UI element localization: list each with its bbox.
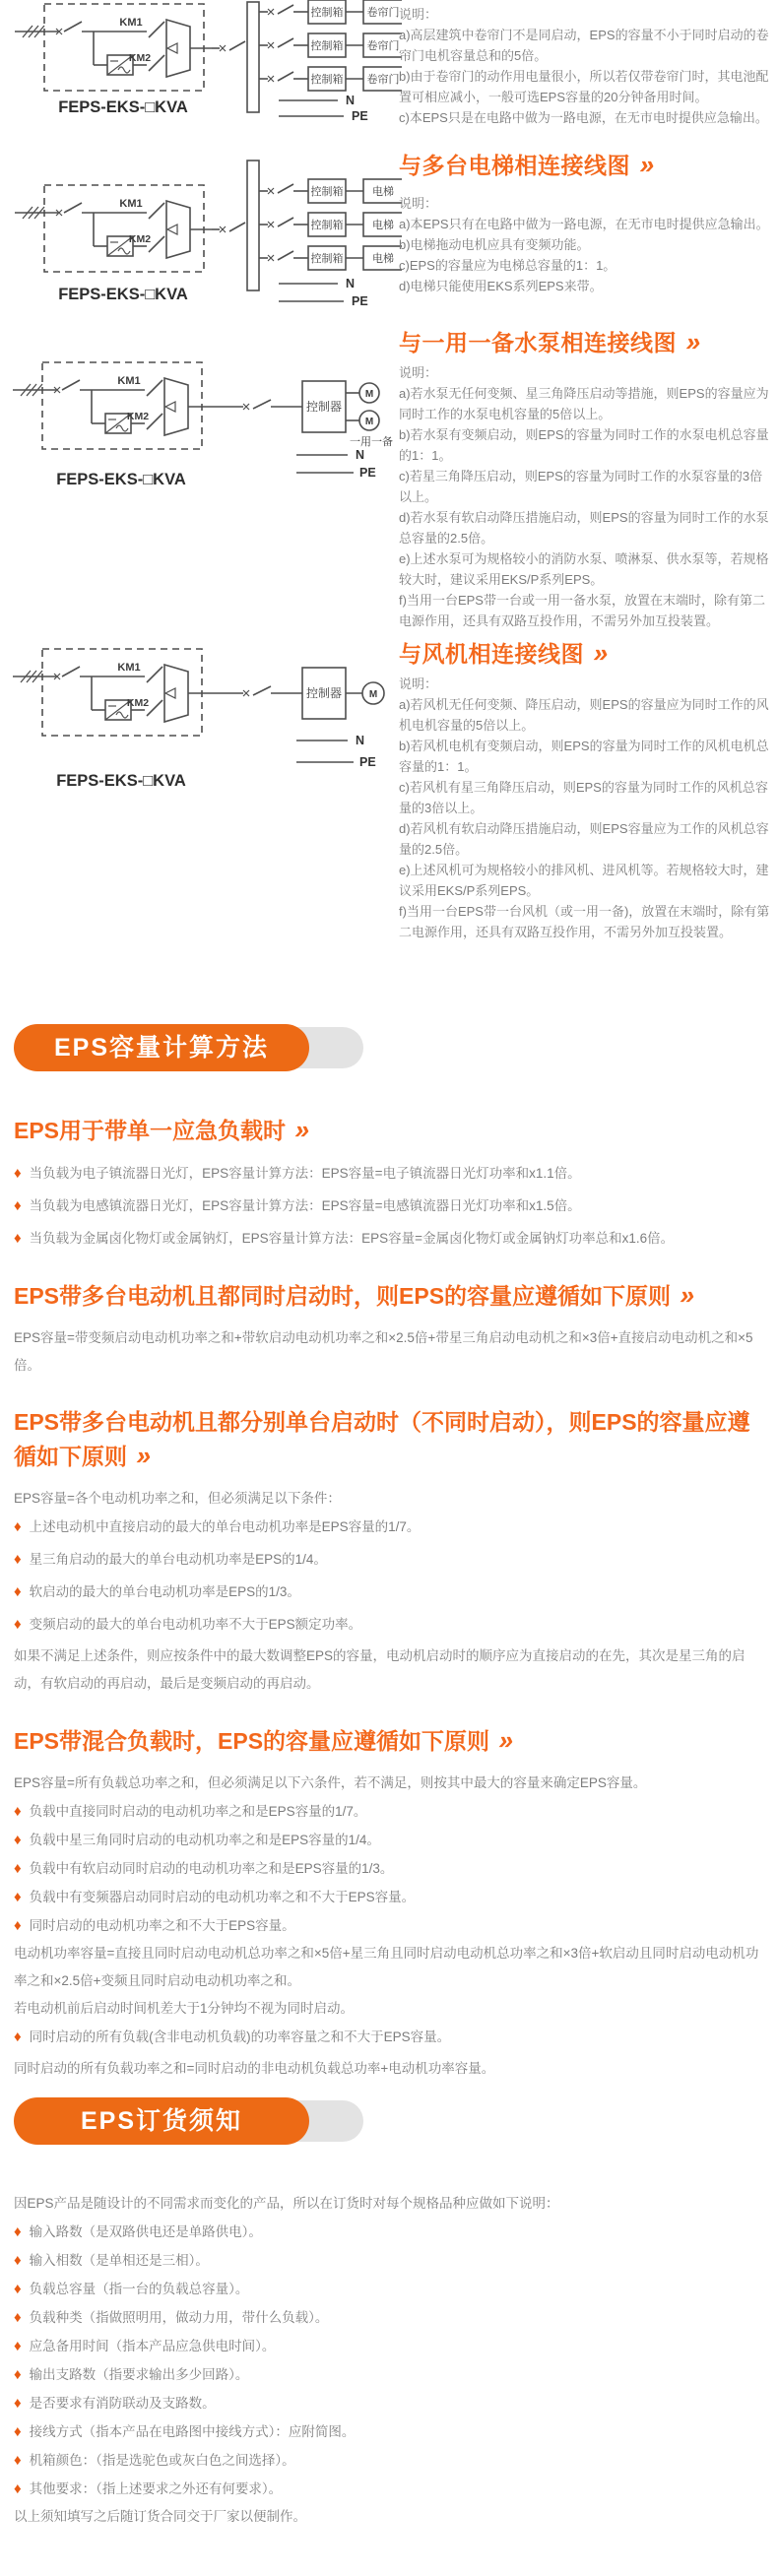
subsection-title-text: EPS带混合负载时，EPS的容量应遵循如下原则 [14, 1728, 490, 1754]
pe-label: PE [352, 294, 368, 308]
motor-label: M [364, 417, 374, 427]
notes-elevator [399, 193, 771, 296]
bullet-item [14, 1191, 764, 1220]
intro-text: EPS容量=各个电动机功率之和，但必须满足以下条件： [14, 1491, 341, 1506]
diamond-bullet-icon: ♦ [14, 1165, 22, 1182]
note-line: b)若风机电机有变频启动，则EPS的容量为同时工作的风机电机总容量的1：1。 [399, 739, 769, 774]
note-label: 说明： [399, 196, 438, 211]
note-line: b)电梯拖动电机应具有变频功能。 [399, 237, 590, 252]
note-line: c)EPS的容量应为电梯总容量的1：1。 [399, 258, 616, 273]
double-chevron-icon: » [677, 1280, 698, 1310]
section-title-text: 与一用一备水泵相连接线图 [399, 330, 677, 355]
notes-rolling-door [399, 4, 771, 128]
diamond-bullet-icon: ♦ [14, 2423, 22, 2440]
mixed-bullets [14, 1797, 764, 1940]
pe-label: PE [359, 466, 376, 480]
diamond-bullet-icon: ♦ [14, 1889, 22, 1905]
motor-label: M [364, 389, 374, 400]
note-line: a)若风机无任何变频、降压启动，则EPS的容量应为同时工作的风机电机容量的5倍以上。 [399, 697, 769, 733]
banner-capacity [14, 1024, 764, 1071]
bullet-item [14, 2332, 764, 2360]
bullet-item [14, 2246, 764, 2275]
subsection-title-text: EPS带多台电动机且都分别单台启动时（不同时启动），则EPS的容量应遵循如下原则 [14, 1409, 750, 1469]
diamond-bullet-icon: ♦ [14, 1860, 22, 1877]
note-line: a)若水泵无任何变频、星三角降压启动等措施，则EPS的容量应为同时工作的水泵电机容量的5倍以上。 [399, 386, 769, 421]
diamond-bullet-icon: ♦ [14, 1917, 22, 1934]
note-line: a)高层建筑中卷帘门不是同启动，EPS的容量不小于同时启动的卷帘门电机容量总和的5倍。 [399, 28, 769, 63]
diamond-bullet-icon: ♦ [14, 2281, 22, 2297]
note-label: 说明： [399, 7, 438, 22]
pe-label: PE [359, 755, 376, 769]
diamond-bullet-icon: ♦ [14, 1832, 22, 1848]
note-line: d)若水泵有软启动降压措施启动，则EPS的容量为同时工作的水泵总容量的2.5倍。 [399, 510, 769, 546]
bullet-text: 上述电动机中直接启动的最大的单台电动机功率是EPS容量的1/7。 [29, 1519, 421, 1534]
bullet-item [14, 1797, 764, 1826]
bullet-item [14, 1224, 764, 1253]
bullet-item [14, 1578, 764, 1606]
bullet-item [14, 1911, 764, 1940]
diamond-bullet-icon: ♦ [14, 2252, 22, 2269]
double-chevron-icon: » [292, 1115, 313, 1144]
bullet-text: 负载中有软启动同时启动的电动机功率之和是EPS容量的1/3。 [29, 1861, 394, 1876]
capacity-section [0, 1024, 778, 2083]
bullet-item [14, 2417, 764, 2446]
bullet-item [14, 1159, 764, 1188]
model-label: FEPS-EKS-□KVA [56, 471, 186, 488]
bullet-item [14, 2218, 764, 2246]
bullet-text: 变频启动的最大的单台电动机功率不大于EPS额定功率。 [29, 1617, 362, 1632]
outro-text: 如果不满足上述条件，则应按条件中的最大数调整EPS的容量，电动机启动时的顺序应为直接启动的在先，其次是星三角的启动，有软启动的再启动，最后是变频启动的再启动。 [14, 1648, 746, 1691]
note-line: b)若水泵有变频启动，则EPS的容量为同时工作的水泵电机总容量的1：1。 [399, 427, 769, 463]
diamond-bullet-icon: ♦ [14, 2223, 22, 2240]
note-line: e)上述风机可为规格较小的排风机、进风机等。若规格较大时，建议采用EKS/P系列EPS。 [399, 863, 769, 898]
diamond-bullet-icon: ♦ [14, 2480, 22, 2497]
section-title-fan [399, 636, 613, 669]
pe-label: PE [352, 109, 368, 123]
diamond-bullet-icon: ♦ [14, 1230, 22, 1247]
section-title-text: 与多台电梯相连接线图 [399, 153, 630, 178]
bullet-item [14, 2389, 764, 2417]
double-chevron-icon: » [682, 327, 705, 356]
section-title-text: 与风机相连接线图 [399, 641, 584, 667]
double-chevron-icon: » [636, 150, 659, 179]
banner-title: EPS容量计算方法 [14, 1024, 309, 1071]
banner-title: EPS订货须知 [14, 2097, 309, 2145]
diamond-bullet-icon: ♦ [14, 2366, 22, 2383]
controller-label: 控制器 [305, 400, 343, 414]
bullet-text: 机箱颜色：（指是选驼色或灰白色之间选择）。 [29, 2453, 295, 2468]
diamond-bullet-icon: ♦ [14, 2338, 22, 2354]
diamond-bullet-icon: ♦ [14, 1616, 22, 1633]
bullet-text: 接线方式（指本产品在电路图中接线方式）：应附简图。 [29, 2424, 356, 2439]
n-label: N [346, 94, 356, 107]
note-line: c)本EPS只是在电路中做为一路电源，在无市电时提供应急输出。 [399, 110, 768, 125]
formula-text: EPS容量=带变频启动电动机功率之和+带软启动电动机功率之和×2.5倍+带星三角启动电动机之和×3倍+直接启动电动机之和×5倍。 [14, 1330, 753, 1373]
note-line: d)若风机有软启动降压措施启动，则EPS容量应为工作的风机总容量的2.5倍。 [399, 821, 769, 857]
bullet-text: 同时启动的所有负载(含非电动机负载)的功率容量之和不大于EPS容量。 [29, 2029, 451, 2044]
note-label: 说明： [399, 365, 438, 380]
double-chevron-icon: » [133, 1441, 155, 1470]
note-label: 说明： [399, 676, 438, 691]
bullet-text: 其他要求：（指上述要求之外还有何要求）。 [29, 2481, 283, 2496]
subsection-title-single-load [14, 1113, 764, 1147]
double-chevron-icon: » [495, 1725, 517, 1755]
n-label: N [346, 277, 356, 290]
motor-label: M [368, 689, 378, 700]
controller-label: 控制器 [305, 686, 343, 700]
bullet-text: 负载中直接同时启动的电动机功率之和是EPS容量的1/7。 [29, 1804, 367, 1819]
model-label: FEPS-EKS-□KVA [58, 286, 188, 303]
bullet-text: 输入路数（是双路供电还是单路供电）。 [29, 2224, 262, 2239]
subsection-title-mixed [14, 1723, 764, 1758]
intro-text: EPS容量=所有负载总功率之和，但必须满足以下六条件，若不满足，则按其中最大的容量来确定EPS容量。 [14, 1775, 647, 1790]
wiring-diagram-elevator [6, 156, 402, 321]
bullet-item [14, 1854, 764, 1883]
bullet-text: 当负载为电感镇流器日光灯，EPS容量计算方法：EPS容量=电感镇流器日光灯功率和x1.5倍。 [29, 1198, 581, 1213]
subsection-title-text: EPS带多台电动机且都同时启动时，则EPS的容量应遵循如下原则 [14, 1283, 672, 1309]
note-line: f)当用一台EPS带一台风机（或一用一备)，放置在末端时，除有第二电源作用，还具有双路互投作用，不需另外加互投装置。 [399, 904, 770, 939]
notes-fan [399, 674, 771, 942]
model-label: FEPS-EKS-□KVA [58, 98, 188, 116]
bullet-text: 输出支路数（指要求输出多少回路）。 [29, 2367, 249, 2382]
diamond-bullet-icon: ♦ [14, 2029, 22, 2045]
n-label: N [356, 734, 365, 747]
wiring-diagram-rolling-door [6, 0, 402, 132]
bullet-item [14, 2475, 764, 2503]
subsection-title-simultaneous [14, 1278, 764, 1313]
bullet-text: 负载总容量（指一台的负载总容量）。 [29, 2282, 249, 2296]
diamond-bullet-icon: ♦ [14, 2452, 22, 2469]
bullet-text: 软启动的最大的单台电动机功率是EPS的1/3。 [29, 1584, 300, 1599]
outro-text: 以上须知填写之后随订货合同交于厂家以便制作。 [14, 2509, 306, 2524]
diamond-bullet-icon: ♦ [14, 2395, 22, 2412]
bullet-item [14, 2275, 764, 2303]
bullet-item [14, 2303, 764, 2332]
n-label: N [356, 448, 365, 462]
bullet-item [14, 1545, 764, 1574]
diamond-bullet-icon: ♦ [14, 1197, 22, 1214]
bullet-text: 是否要求有消防联动及支路数。 [29, 2396, 216, 2411]
bullet-text: 应急备用时间（指本产品应急供电时间）。 [29, 2339, 276, 2353]
outro-text: 同时启动的所有负载功率之和=同时启动的非电动机负载总功率+电动机功率容量。 [14, 2061, 495, 2076]
model-label: FEPS-EKS-□KVA [56, 772, 186, 790]
diamond-bullet-icon: ♦ [14, 2309, 22, 2326]
bullet-text: 输入相数（是单相还是三相）。 [29, 2253, 209, 2268]
wiring-diagram-pump [0, 360, 416, 508]
bullet-text: 星三角启动的最大的单台电动机功率是EPS的1/4。 [29, 1552, 327, 1567]
note-line: c)若风机有星三角降压启动，则EPS的容量为同时工作的风机总容量的3倍以上。 [399, 780, 768, 815]
bullet-text: 同时启动的电动机功率之和不大于EPS容量。 [29, 1918, 295, 1933]
bullet-item [14, 2446, 764, 2475]
bullet-item [14, 2023, 764, 2051]
bullet-text: 负载中星三角同时启动的电动机功率之和是EPS容量的1/4。 [29, 1833, 380, 1847]
subsection-title-individual [14, 1405, 764, 1473]
formula-text: 电动机功率容量=直接且同时启动电动机总功率之和×5倍+星三角且同时启动电动机总功率之和×3倍+软启动且同时启动电动机功率之和×2.5倍+变频且同时启动电动机功率之和。 [14, 1946, 759, 1988]
note-line: c)若星三角降压启动，则EPS的容量为同时工作的水泵容量的3倍以上。 [399, 469, 763, 504]
bullet-item [14, 1513, 764, 1541]
note-line: e)上述水泵可为规格较小的消防水泵、喷淋泵、供水泵等，若规格较大时，建议采用EKS/P系列EPS。 [399, 551, 769, 587]
diamond-bullet-icon: ♦ [14, 1551, 22, 1568]
note-line: d)电梯只能使用EKS系列EPS来带。 [399, 279, 603, 293]
banner-ordering [14, 2097, 764, 2145]
diamond-bullet-icon: ♦ [14, 1518, 22, 1535]
diamond-bullet-icon: ♦ [14, 1583, 22, 1600]
section-title-elevator [399, 148, 659, 180]
double-chevron-icon: » [590, 638, 613, 668]
intro-text: 因EPS产品是随设计的不同需求而变化的产品，所以在订货时对每个规格品种应做如下说明： [14, 2196, 559, 2211]
note-line: f)当用一台EPS带一台或一用一备水泵，放置在末端时，除有第二电源作用，还具有双路互投作用，不需另外加互投装置。 [399, 593, 765, 628]
bullet-item [14, 2360, 764, 2389]
notes-pump [399, 362, 771, 631]
section-title-pump [399, 325, 705, 357]
wiring-diagram-fan [0, 638, 416, 796]
bullet-text: 当负载为电子镇流器日光灯，EPS容量计算方法：EPS容量=电子镇流器日光灯功率和x1.1倍。 [29, 1166, 581, 1181]
bullet-item [14, 1826, 764, 1854]
note-line: b)由于卷帘门的动作用电量很小，所以若仅带卷帘门时，其电池配置可相应减小，一般可选EPS容量的20分钟备用时间。 [399, 69, 769, 104]
bullet-item [14, 1610, 764, 1639]
diamond-bullet-icon: ♦ [14, 1803, 22, 1820]
ordering-section [0, 2097, 778, 2531]
duty-standby-label: 一用一备 [350, 436, 393, 448]
ordering-bullets [14, 2218, 764, 2503]
note-text: 若电动机前后启动时间机差大于1分钟均不视为同时启动。 [14, 2001, 355, 2016]
bullet-text: 负载中有变频器启动同时启动的电动机功率之和不大于EPS容量。 [29, 1890, 416, 1904]
note-line: a)本EPS只有在电路中做为一路电源，在无市电时提供应急输出。 [399, 217, 769, 231]
bullet-item [14, 1883, 764, 1911]
bullet-text: 负载种类（指做照明用，做动力用，带什么负载）。 [29, 2310, 329, 2325]
subsection-title-text: EPS用于带单一应急负载时 [14, 1118, 287, 1143]
bullet-text: 当负载为金属卤化物灯或金属钠灯，EPS容量计算方法：EPS容量=金属卤化物灯或金属钠灯功率总和x1.6倍。 [29, 1231, 675, 1246]
